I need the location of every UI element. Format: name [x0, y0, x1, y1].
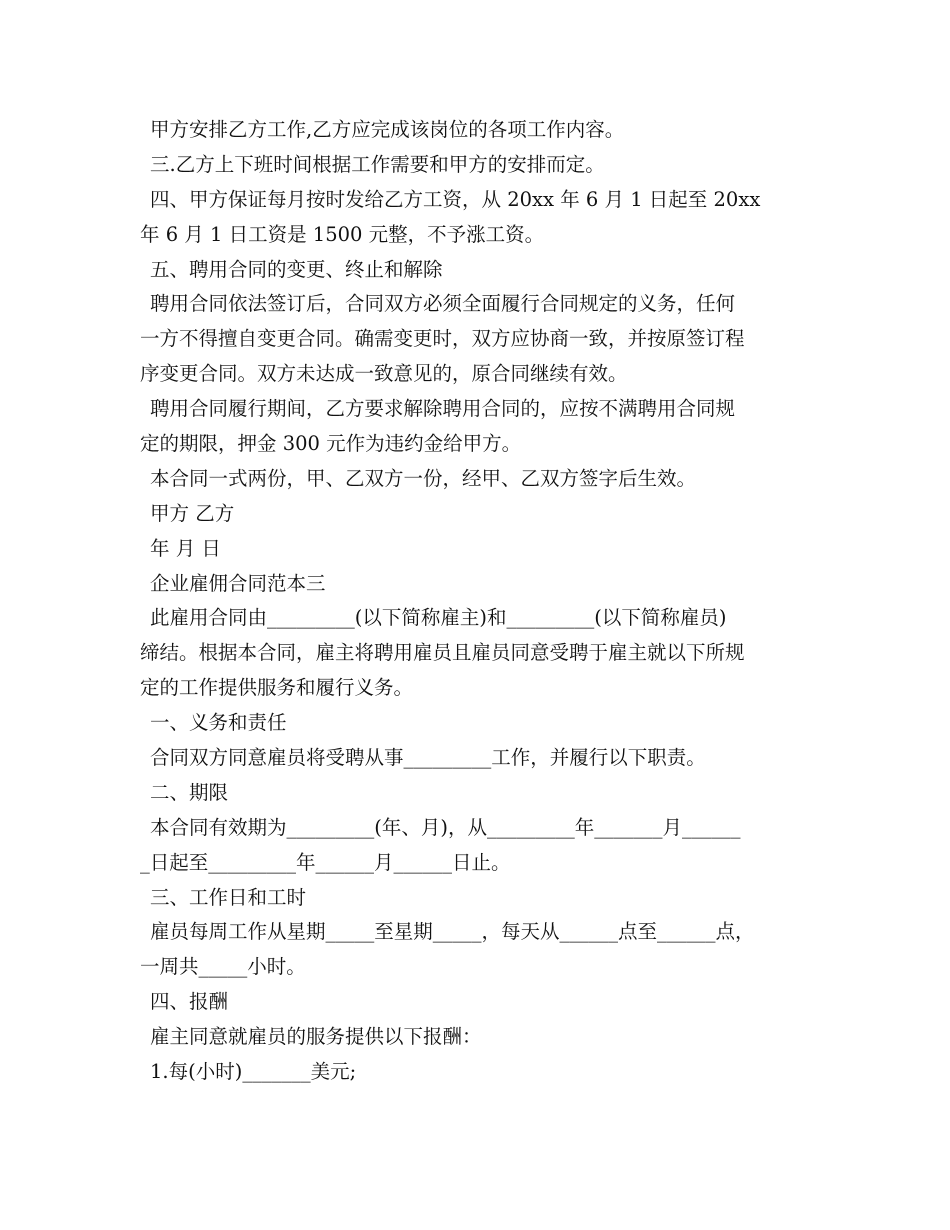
document-body: [140, 113, 820, 1090]
paragraph-line: 年 6 月 1 日工资是 1500 元整，不予涨工资。: [140, 222, 545, 246]
paragraph-line: 甲方安排乙方工作,乙方应完成该岗位的各项工作内容。: [150, 118, 625, 141]
paragraph-line: 合同双方同意雇员将受聘从事_________工作，并履行以下职责。: [150, 746, 706, 770]
section-heading: 五、聘用合同的变更、终止和解除: [150, 257, 443, 281]
paragraph-line: 此雇用合同由_________(以下简称雇主)和_________(以下简称雇员): [150, 606, 727, 630]
signature-date: 年 月 日: [150, 536, 221, 560]
signature-parties: 甲方 乙方: [150, 501, 235, 525]
paragraph-line: 聘用合同履行期间，乙方要求解除聘用合同的，应按不满聘用合同规: [150, 397, 736, 421]
paragraph-line: 三.乙方上下班时间根据工作需要和甲方的安排而定。: [150, 152, 605, 176]
list-item: 1.每(小时)_______美元;: [150, 1060, 357, 1084]
paragraph-line: 定的期限，押金 300 元作为违约金给甲方。: [140, 432, 522, 456]
section-heading: 三、工作日和工时: [150, 885, 307, 909]
paragraph-line: 一方不得擅自变更合同。确需变更时，双方应协商一致，并按原签订程: [140, 327, 745, 351]
paragraph-line: 本合同一式两份，甲、乙双方一份，经甲、乙双方签字后生效。: [150, 466, 697, 490]
paragraph-line: 聘用合同依法签订后，合同双方必须全面履行合同规定的义务，任何: [150, 292, 736, 316]
section-heading: 一、义务和责任: [150, 711, 287, 735]
paragraph-line: 雇主同意就雇员的服务提供以下报酬：: [150, 1025, 482, 1049]
paragraph-line: 本合同有效期为_________(年、月)，从_________年_______月______: [150, 815, 741, 839]
paragraph-line: _日起至_________年______月______日止。: [140, 850, 511, 874]
paragraph-line: 序变更合同。双方未达成一致意见的，原合同继续有效。: [140, 362, 628, 386]
section-heading: 四、报酬: [150, 990, 229, 1014]
paragraph-line: 雇员每周工作从星期_____至星期_____，每天从______点至______点，: [150, 920, 755, 944]
section-heading: 二、期限: [150, 780, 229, 804]
document-title: 企业雇佣合同范本三: [150, 571, 326, 595]
paragraph-line: 缔结。根据本合同，雇主将聘用雇员且雇员同意受聘于雇主就以下所规: [140, 641, 745, 665]
paragraph-line: 四、甲方保证每月按时发给乙方工资，从 20xx 年 6 月 1 日起至 20xx: [150, 187, 761, 211]
paragraph-line: 一周共_____小时。: [140, 955, 306, 979]
paragraph-line: 定的工作提供服务和履行义务。: [140, 676, 414, 700]
